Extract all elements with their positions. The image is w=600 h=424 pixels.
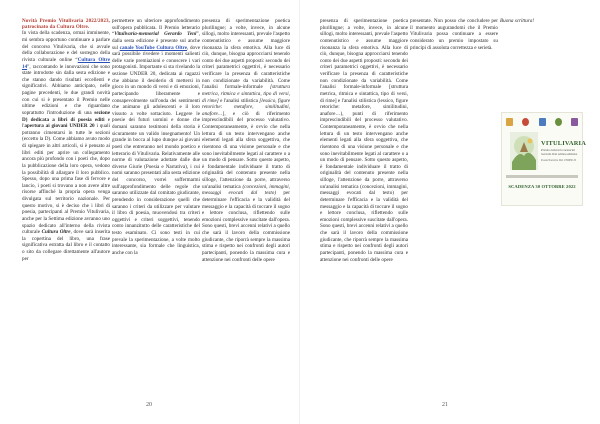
cultura-oltre-highlight: Cultura Oltre (41, 229, 71, 236)
column-1-text: presenza di sperimentazione poetica plurilingue; a volte, invece, in alcune sillogi, molto interessanti, prevale l'aspetto contenutistico e assume maggiore risonanza la sfera emotiva. Alla luce di ciò, dunque, bisogna approcciarsi tenendo conto dei due aspetti proposti: secondo dei criteri parametrici oggettivi, è necessario verificare la presenza di caratteristiche non condizionate da variabilità. Come l'analisi formale-informale [struttura metrica, ritmica e sintattica, tipo di versi, di rime] e l'analisi stilistica (lessico, figure retoriche: metafore, similitudini, anafore…), punti di riferimento imprescindibili del processo valutativo. Contemporaneamente, è ovvio che nella lettura di un testo intervengano anche elementi legati alla sfera soggettiva, che risentono di una visione personale e che sono inevitabilmente legati al carattere o a un modo di pensare. Sotto questo aspetto, è fondamentale individuare il tratto di originalità del contenuto presente nella silloge, l'attenzione da porre, attraverso un'analisi tematica (concezioni, immagini, messaggi evocati dal testo) per determinare l'efficacia e la validità del messaggio e la capacità di toccare il sogno e lettore conclusa, riflettendo sulle emozioni complessive suscitate dall'opera. Sono questi, brevi accenni relativi a quello che sarà il lavoro della commissione giudicante, che riporrà sempre la massima stima e rispetto nei confronti degli autori partecipanti, ponendo la massima cura e attenzione nei confronti delle opere (320, 18, 409, 263)
page-number: 20 (146, 402, 152, 408)
prize-name-highlight: Vitulivaria-memorial Gerardo Teni (114, 31, 197, 38)
column-1-text: In vista della scadenza, ormai imminente, mi sembra opportuno continuare a parlare del concorso Vitulivaria, che si avvale della collaborazione e del sostegno della rivista culturale online “Cultura Oltre 14”, raccontando le innovazioni che sono state introdotte sin dalla sesta edizione e che stanno dando risultati eccellenti e significativi. Abbiamo anticipato, nelle pagine precedenti, le due grandi novità con cui si è presentato il Premio nelle ultime edizioni e che riguardano soprattutto l'introduzione di una sezione D) dedicata a libri di poesia editi e l'apertura ai giovani UNDER 20 i quali potranno cimentarsi in tutte le sezioni (eccetto la D). Come abbiamo avuto modo di spiegare in altri articoli, si è pensato ai libri editi per aprire un collegamento ancora più profondo con i poeti che, dopo la pubblicazione della loro opera, vedono la possibilità di allargare il loro pubblico. Spesso, dopo una prima fase di fervore e lancio, i poeti si trovano a non avere altre risorse affinché la propria opera venga divulgata sul territorio nazionale. Per questo motivo, si è deciso che i libri di poesia, partecipanti al Premio Vitulivaria, anche per la Settima edizione avranno uno spazio dedicato all'interno della rivista culturale Cultura Oltre, dove sarà inserita la copertina del libro, una frase significativa estratta dal libro e il contatto o sito da collegare direttamente all'autore per (22, 30, 110, 262)
page-number: 21 (442, 402, 448, 408)
column-3 (202, 18, 290, 263)
poster-title: VITULIVARIA (541, 140, 587, 147)
column-1 (320, 18, 408, 263)
column-3-text: presenza di sperimentazione poetica plurilingue; a volte, invece, in alcune sillogi, molto interessanti, prevale l'aspetto contenutistico e assume maggiore risonanza la sfera emotiva. Alla luce di ciò, dunque, bisogna approcciarsi tenendo conto dei due aspetti proposti: secondo dei criteri parametrici oggettivi, è necessario verificare la presenza di caratteristiche non condizionate da variabilità. Come l'analisi formale-informale [struttura metrica, ritmica e sintattica, tipo di versi, di rime] e l'analisi stilistica [lessico, figure retoriche: metafore, similitudini, anafore…], e ciò di riferimento imprescindibili del processo valutativo. Contemporaneamente, è ovvio che nella lettura di un testo intervengano anche elementi legati alla sfera soggettiva, che risentono di una visione personale e che sono inevitabilmente legati al carattere o a un modo di pensare. Sotto questo aspetto, è fondamentale individuare il tratto di originalità del contenuto presente nella silloge, l'attenzione da porre, attraverso un'analisi tematica (concezioni, immagini, messaggi evocati dal testo) per determinare l'efficacia e la validità del messaggio e la capacità di toccare il sogno e lettore conclusa, riflettendo sulle emozioni complessive suscitate dall'opera. Sono questi, brevi accenni relativi a quello che sarà il lavoro della commissione giudicante, che riporrà sempre la massima stima e rispetto nei confronti degli autori partecipanti, ponendo la massima cura e attenzione nei confronti delle opere (202, 18, 291, 263)
sponsor-logo-icon (555, 118, 562, 126)
column-2-text: permettere un ulteriore approfondimento sull'opera pubblicata. Il Premio letterario “Vitulivaria-memorial Gerardo Teni”, dalla sesta edizione è presente sul anche sul canale YouTube Cultura Oltre, dove sarà possibile rivedere i momenti salienti delle varie premiazioni e conoscere i vari protagonisti. Importante si sta rivelando la sezione UNDER 20, dedicata ai ragazzi che abbiano il desiderio di mettersi in gioco in un mondo di versi e di emozioni, partecipando liberamente e consapevolmente sull'onda dei sentimenti che animano gli adolescenti e il loro vissuto a volte sottaciuto. Leggere le poesie dei futuri uomini e donne che domani saranno testimoni della storia è sicuramente un valido insegnamento! Un grande in bocca al lupo dunque ai giovani poeti che entreranno nel mondo poetico e letterario di Vitulivaria. Relativamente alle norme di valutazione adottate dalle due diverse Giurie (Poesia e Narrativa), i cui nomi saranno presentati alla sesta edizione del concorso, vorrei soffermarmi sull'approfondimento delle regole che saranno utilizzate dal comitato giudicante, prendendo in considerazione quelli che saranno i criteri da utilizzare per valutare il libro di poesia, muovendosi tra criteri oggettivi e criteri soggettivi, tenendo conto innanzitutto delle caratteristiche del testo esaminato. Ci sono testi in cui prevale la sperimentazione, a volte molto interessante, sia formale che linguistica, anche con la (112, 18, 200, 256)
poster-divider (506, 175, 578, 178)
column-1 (22, 18, 110, 262)
vitulivaria-poster (501, 112, 587, 206)
youtube-channel-link[interactable]: canale YouTube Cultura Oltre (119, 44, 188, 51)
sponsor-logo-icon (522, 118, 529, 126)
sponsor-logo-icon (539, 118, 546, 126)
sponsor-logos (506, 118, 578, 126)
cultura-oltre-link[interactable]: Cultura Oltre 14 (22, 56, 110, 70)
poster-subtitle: Premio Letterario memorial Gerardo Teni settima edizione (541, 148, 578, 156)
section-d-highlight: sezione D) dedicata a libri di poesia editi (22, 109, 110, 123)
article-heading: Novità Premio Vitulivaria 2022/2023, patrocinato da Cultura Oltre. (22, 18, 110, 31)
poster-deadline: SCADENZA 30 OTTOBRE 2022 (508, 184, 576, 189)
sponsor-logo-icon (506, 118, 513, 126)
page-right (300, 0, 600, 424)
sponsor-logo-icon (571, 118, 578, 126)
column-2 (410, 18, 498, 51)
under20-highlight: apertura ai giovani UNDER 20 (24, 123, 95, 130)
column-2-text: presentate. Non posso che concludere per il momento augurandomi che il Premio Vitulivaria possa continuare a essere considerato un premio impostato su principi di assoluta correttezza e serietà. (410, 18, 498, 51)
landscape-illustration-icon (510, 132, 538, 170)
closing-greeting: Buona scrittura! (500, 18, 535, 24)
column-2 (112, 18, 200, 257)
poster-detail: Poesia Narrativa libri UNDER 20 (541, 159, 577, 162)
column-3 (500, 18, 580, 25)
